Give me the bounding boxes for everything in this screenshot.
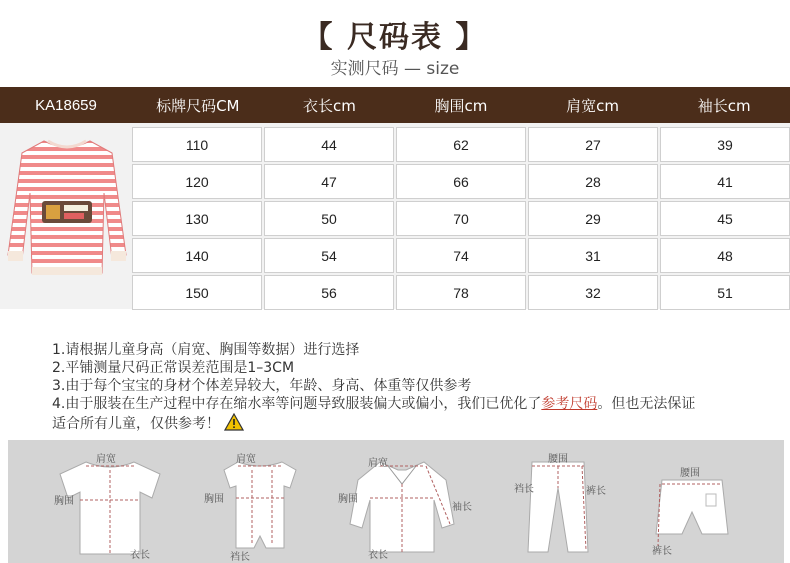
measurement-diagrams <box>8 440 784 563</box>
table-cell: 110 <box>132 127 262 162</box>
table-cell: 62 <box>396 127 526 162</box>
table-cell: 50 <box>264 201 394 236</box>
table-cell: 45 <box>660 201 790 236</box>
table-cell: 140 <box>132 238 262 273</box>
note-text: 适合所有儿童，仅供参考！ <box>52 416 220 432</box>
note-line: 3.由于每个宝宝的身材个体差异较大，年龄、身高、体重等仅供参考 <box>52 378 472 394</box>
table-cell: 47 <box>264 164 394 199</box>
shoulder-label: 肩宽 <box>236 454 256 465</box>
table-cell: 39 <box>660 127 790 162</box>
warning-icon <box>224 413 244 436</box>
table-cell: 78 <box>396 275 526 310</box>
note-line: 1.请根据儿童身高（肩宽、胸围等数据）进行选择 <box>52 342 360 358</box>
column-header: 袖长cm <box>697 96 751 115</box>
pants-diagram <box>502 440 612 563</box>
waist-label: 腰围 <box>680 468 700 479</box>
length-label: 衣长 <box>130 550 150 561</box>
length-label: 裆长 <box>230 552 250 563</box>
table-cell: 54 <box>264 238 394 273</box>
table-cell: 41 <box>660 164 790 199</box>
product-image <box>4 123 130 309</box>
chest-label: 胸围 <box>54 496 74 507</box>
table-cell: 51 <box>660 275 790 310</box>
note-text: 。但也无法保证 <box>597 396 696 412</box>
note-line: 2.平铺测量尺码正常误差范围是1–3CM <box>52 360 295 376</box>
table-cell: 150 <box>132 275 262 310</box>
table-row <box>132 164 790 199</box>
table-cell: 28 <box>528 164 658 199</box>
crotch-label: 裆长 <box>514 484 534 495</box>
length-label: 裤长 <box>652 546 672 557</box>
size-table-header <box>0 87 790 123</box>
table-cell: 66 <box>396 164 526 199</box>
table-cell: 56 <box>264 275 394 310</box>
shoulder-label: 肩宽 <box>368 458 388 469</box>
table-cell: 70 <box>396 201 526 236</box>
reference-size-link[interactable]: 参考尺码 <box>541 396 598 412</box>
column-header: 肩宽cm <box>566 96 619 115</box>
product-code: KA18659 <box>35 96 97 114</box>
note-line <box>52 413 752 436</box>
page-subtitle: 实测尺码 — size <box>330 59 460 79</box>
table-cell: 29 <box>528 201 658 236</box>
table-cell: 32 <box>528 275 658 310</box>
column-header: 衣长cm <box>302 96 356 115</box>
jacket-diagram <box>328 440 478 563</box>
size-table <box>0 123 790 309</box>
size-grid <box>132 127 790 312</box>
length-label: 裤长 <box>586 486 606 497</box>
shoulder-label: 肩宽 <box>96 454 116 465</box>
table-cell: 27 <box>528 127 658 162</box>
column-header: 标牌尺码CM <box>156 96 240 115</box>
waist-label: 腰围 <box>548 454 568 465</box>
table-row <box>132 127 790 162</box>
page-title: 【 尺码表 】 <box>302 20 488 55</box>
table-cell: 48 <box>660 238 790 273</box>
table-cell: 74 <box>396 238 526 273</box>
column-header: 胸围cm <box>434 96 488 115</box>
size-notes <box>52 341 752 436</box>
table-cell: 120 <box>132 164 262 199</box>
chest-label: 胸围 <box>338 494 358 505</box>
table-cell: 130 <box>132 201 262 236</box>
table-row <box>132 201 790 236</box>
chest-label: 胸围 <box>204 494 224 505</box>
length-label: 衣长 <box>368 550 388 561</box>
tshirt-diagram <box>48 440 178 563</box>
table-row <box>132 275 790 310</box>
sleeve-label: 袖长 <box>452 502 472 513</box>
romper-diagram <box>202 440 322 563</box>
table-cell: 44 <box>264 127 394 162</box>
shorts-diagram <box>632 440 752 563</box>
note-text: 4.由于服装在生产过程中存在缩水率等问题导致服装偏大或偏小，我们已优化了 <box>52 396 542 412</box>
table-cell: 31 <box>528 238 658 273</box>
note-line <box>52 395 752 413</box>
table-row <box>132 238 790 273</box>
